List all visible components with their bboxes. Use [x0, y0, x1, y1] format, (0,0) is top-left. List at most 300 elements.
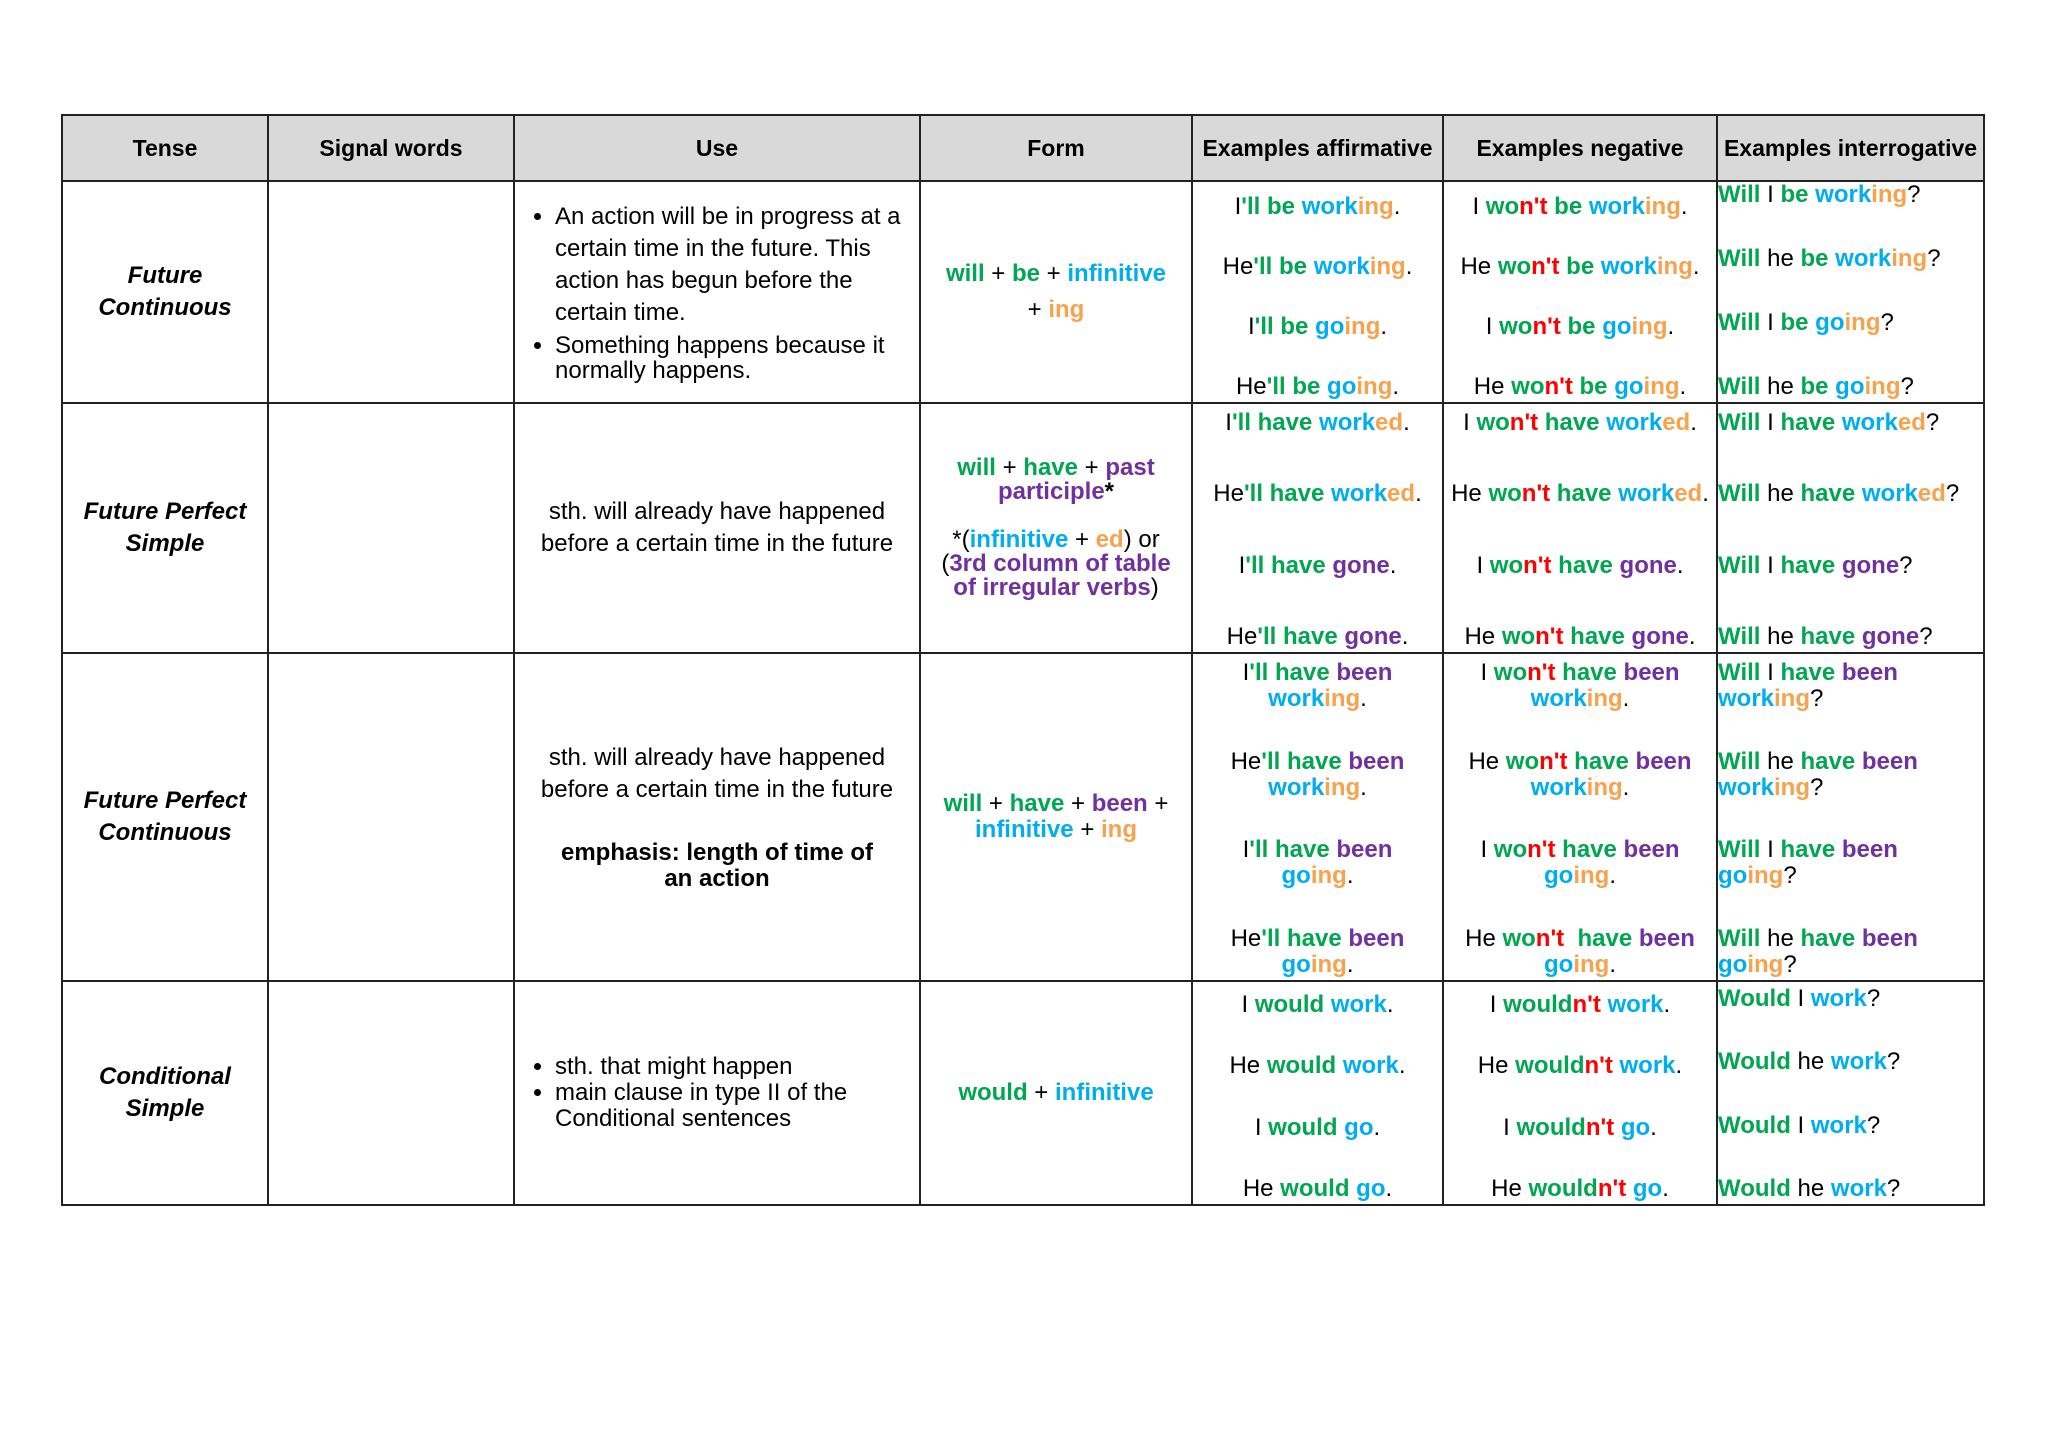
text-segment: work	[1301, 193, 1358, 220]
text-segment: have	[1567, 747, 1629, 775]
text-segment: he	[1760, 245, 1801, 272]
text-line	[921, 480, 1191, 504]
text-segment: be	[1011, 260, 1040, 287]
use-emphasis: emphasis: length of time of an action	[560, 839, 874, 892]
text-line	[1718, 863, 1983, 889]
form-cell	[920, 981, 1192, 1205]
text-segment: be	[1780, 181, 1809, 208]
text-segment: go	[1315, 313, 1345, 340]
text-segment: Will	[1718, 747, 1761, 775]
text-segment: ?	[1886, 1174, 1901, 1202]
text-segment: ing	[1573, 862, 1610, 890]
text-segment: I	[1760, 309, 1781, 336]
text-segment	[1855, 480, 1862, 507]
text-segment: +	[984, 260, 1012, 287]
use-cell	[514, 181, 920, 403]
text-segment: .	[1663, 991, 1671, 1018]
header-examples-affirmative: Examples affirmative	[1192, 115, 1443, 181]
text-line	[1444, 749, 1716, 775]
form-cell	[920, 653, 1192, 981]
text-line	[1718, 1049, 1983, 1075]
text-segment: be	[1560, 313, 1596, 340]
text-segment: Will	[1718, 245, 1761, 272]
text-segment: have	[1780, 551, 1836, 579]
tense-row-future-perfect-continuous	[62, 653, 1984, 981]
text-segment: would	[1266, 1052, 1337, 1080]
text-line	[1193, 194, 1442, 220]
negative-examples	[1444, 182, 1716, 402]
text-segment: .	[1650, 1113, 1657, 1141]
text-segment: I	[1254, 1113, 1269, 1141]
text-segment: participle	[997, 478, 1105, 505]
text-segment: ed	[1674, 480, 1703, 508]
text-segment: he	[1760, 373, 1801, 400]
text-segment: Would	[1718, 1048, 1791, 1076]
tense-name-line: Conditional	[99, 1063, 231, 1090]
text-segment: will	[957, 454, 996, 481]
text-segment	[1617, 659, 1624, 686]
text-line	[1718, 1176, 1983, 1202]
text-segment: be	[1780, 309, 1809, 336]
text-segment: He	[1222, 253, 1254, 280]
text-segment: .	[1609, 950, 1616, 978]
text-segment: have	[1550, 480, 1612, 508]
text-segment: .	[1386, 991, 1394, 1018]
text-segment: work	[1342, 1052, 1399, 1080]
text-line	[1718, 310, 1983, 336]
text-segment: ing	[1344, 313, 1381, 340]
text-segment	[1614, 1114, 1621, 1141]
text-segment: been	[1336, 659, 1393, 686]
text-segment: go	[1344, 1113, 1374, 1141]
text-segment: go	[1602, 313, 1632, 340]
text-segment: go	[1718, 862, 1748, 890]
text-segment: .	[1690, 409, 1697, 436]
text-segment: *	[1104, 478, 1115, 505]
signal-words-cell	[268, 653, 514, 981]
text-segment: ed	[1662, 409, 1691, 436]
text-segment: I	[1480, 836, 1494, 864]
text-segment: have	[1023, 454, 1078, 481]
negative-examples	[1444, 404, 1716, 652]
example-group	[1444, 660, 1716, 712]
signal-words-cell	[268, 403, 514, 653]
text-segment: been	[1348, 747, 1405, 775]
text-segment: I	[1247, 313, 1255, 340]
text-segment: gone	[1619, 551, 1677, 579]
text-segment: .	[1667, 313, 1675, 340]
text-segment: .	[1688, 622, 1696, 650]
text-segment	[1835, 659, 1842, 686]
tense-name	[62, 981, 268, 1205]
text-segment: have	[1800, 480, 1856, 508]
text-segment: wo	[1505, 747, 1540, 775]
examples-affirmative-cell	[1192, 653, 1443, 981]
text-segment: go	[1620, 1113, 1651, 1141]
text-segment: ing	[1747, 862, 1784, 890]
text-line	[1193, 926, 1442, 952]
text-segment	[1855, 623, 1862, 650]
text-segment: past	[1105, 454, 1155, 481]
text-segment: go	[1281, 862, 1311, 890]
form-formula	[921, 791, 1191, 843]
text-segment: n't	[1527, 836, 1556, 864]
text-segment: n't	[1584, 1052, 1613, 1080]
text-segment: I	[1242, 836, 1250, 864]
text-segment: go	[1718, 950, 1748, 978]
text-segment: have	[1800, 924, 1856, 952]
text-segment: I	[1472, 193, 1486, 220]
text-line	[1718, 624, 1983, 650]
text-segment: I	[1760, 659, 1781, 686]
tense-name-line: Future Perfect	[83, 498, 247, 525]
text-segment: 'll be	[1253, 253, 1308, 280]
text-segment	[1835, 836, 1842, 863]
text-segment: .	[1373, 1113, 1381, 1141]
text-segment: 'll have	[1249, 836, 1330, 864]
text-segment: *(	[952, 526, 970, 553]
example-group	[1193, 660, 1442, 712]
text-segment	[1295, 193, 1302, 220]
affirmative-examples	[1193, 404, 1442, 652]
text-segment	[1613, 1052, 1620, 1079]
form-formula	[921, 456, 1191, 600]
text-line	[1193, 481, 1442, 507]
text-segment: would	[1503, 991, 1573, 1018]
text-segment: I	[1790, 985, 1811, 1012]
text-segment: +	[1078, 454, 1106, 481]
text-segment: been	[1348, 924, 1405, 952]
text-segment: would	[1280, 1174, 1350, 1202]
text-segment: ing	[1101, 816, 1138, 843]
text-segment: He	[1451, 480, 1489, 508]
text-segment: infinitive	[1067, 260, 1167, 287]
examples-negative-cell	[1443, 403, 1717, 653]
text-segment: ing	[1048, 296, 1085, 323]
use-text: sth. will already have happened before a certain time in the future	[540, 744, 894, 803]
header-signal-words: Signal words	[268, 115, 514, 181]
text-segment: he	[1760, 480, 1801, 508]
affirmative-examples	[1193, 982, 1442, 1204]
text-line	[1444, 314, 1716, 340]
text-line	[1444, 254, 1716, 280]
text-line	[1193, 624, 1442, 650]
examples-affirmative-cell	[1192, 181, 1443, 403]
text-segment	[1617, 836, 1624, 863]
text-segment: Will	[1718, 924, 1761, 952]
text-segment: Will	[1718, 551, 1761, 579]
tense-name	[62, 181, 268, 403]
text-line	[921, 297, 1191, 323]
text-segment: ing	[1573, 950, 1610, 978]
text-segment: ?	[1919, 622, 1933, 650]
text-segment: been	[1635, 747, 1692, 775]
text-segment: I	[1760, 551, 1781, 579]
text-line	[1193, 749, 1442, 775]
text-line	[1444, 837, 1716, 863]
text-segment: 3rd column of table	[949, 550, 1171, 577]
example-group	[1718, 749, 1983, 801]
text-segment: have	[1800, 747, 1856, 775]
text-segment: ed	[1917, 480, 1946, 508]
text-segment	[1632, 925, 1639, 952]
text-segment: .	[1662, 1174, 1669, 1202]
tense-name-line: Simple	[125, 530, 205, 557]
tense-name-line: Simple	[125, 1095, 205, 1122]
text-segment: ?	[1880, 309, 1894, 336]
text-segment: n't	[1519, 193, 1548, 220]
text-segment: been	[1841, 836, 1898, 864]
use-cell	[514, 653, 920, 981]
text-line	[921, 817, 1191, 843]
text-segment: work	[1810, 1111, 1867, 1139]
header-use: Use	[514, 115, 920, 181]
text-segment: wo	[1485, 193, 1520, 220]
examples-affirmative-cell	[1192, 981, 1443, 1205]
text-segment: wo	[1488, 480, 1522, 508]
text-segment: ?	[1783, 950, 1797, 978]
text-segment: I	[1234, 193, 1242, 220]
text-line	[1718, 182, 1983, 208]
text-segment: go	[1544, 862, 1574, 890]
text-segment: .	[1392, 373, 1400, 400]
text-segment: ing	[1631, 313, 1668, 340]
text-segment: .	[1403, 409, 1410, 436]
text-segment: have	[1555, 659, 1617, 686]
text-line	[1193, 660, 1442, 686]
use-bullet-list	[515, 1054, 919, 1132]
text-line	[921, 261, 1191, 287]
text-segment: wo	[1501, 622, 1536, 650]
text-segment: go	[1544, 950, 1574, 978]
examples-negative-cell	[1443, 181, 1717, 403]
use-cell	[514, 981, 920, 1205]
text-segment: 'll have	[1245, 551, 1326, 579]
text-segment: will	[943, 790, 983, 817]
text-segment: n't	[1532, 313, 1561, 340]
text-segment: 'll have	[1249, 659, 1330, 686]
text-segment	[1855, 925, 1862, 952]
examples-negative-cell	[1443, 653, 1717, 981]
text-segment: .	[1360, 685, 1367, 712]
tense-name	[62, 653, 268, 981]
text-segment: ?	[1899, 551, 1913, 579]
text-line	[1718, 246, 1983, 272]
text-segment: He	[1230, 924, 1262, 952]
text-segment: ing	[1747, 950, 1784, 978]
text-segment: wo	[1499, 313, 1533, 340]
text-line	[1718, 952, 1983, 978]
text-line	[1193, 992, 1442, 1018]
text-segment	[1053, 502, 1060, 529]
text-line	[1444, 624, 1716, 650]
text-segment: been	[1638, 924, 1695, 952]
text-segment: Would	[1718, 985, 1791, 1012]
text-segment: Would	[1718, 1174, 1791, 1202]
text-segment: ing	[1324, 773, 1361, 801]
text-segment: Will	[1718, 836, 1761, 864]
negative-examples	[1444, 654, 1716, 980]
text-segment: work	[1830, 1048, 1887, 1076]
tense-name-line: Future	[127, 262, 203, 289]
text-segment	[1835, 552, 1842, 579]
affirmative-examples	[1193, 654, 1442, 980]
text-segment	[1582, 193, 1589, 220]
use-cell	[514, 403, 920, 653]
text-segment: n't	[1539, 747, 1568, 775]
text-line	[1444, 553, 1716, 579]
text-segment: have	[1780, 409, 1836, 436]
text-segment: ?	[1866, 985, 1881, 1012]
examples-interrogative-cell	[1717, 981, 1984, 1205]
text-segment: he	[1790, 1048, 1831, 1076]
text-segment: Would	[1718, 1111, 1791, 1139]
text-segment: .	[1676, 551, 1684, 579]
text-line	[1444, 686, 1716, 712]
text-segment: .	[1346, 862, 1354, 890]
text-segment	[1336, 1052, 1343, 1079]
text-segment: n't	[1597, 1174, 1627, 1202]
form-formula	[921, 1080, 1191, 1106]
text-segment	[1307, 253, 1314, 280]
text-line	[1444, 775, 1716, 801]
text-segment: He	[1213, 480, 1244, 508]
text-segment: 'll be	[1241, 193, 1296, 220]
text-segment: ing	[1310, 950, 1347, 978]
text-segment: .	[1380, 313, 1388, 340]
text-segment	[1855, 748, 1862, 775]
text-line	[1718, 374, 1983, 400]
text-segment: work	[1718, 685, 1775, 712]
example-group	[1718, 660, 1983, 712]
text-segment: (	[941, 550, 950, 577]
text-line	[921, 504, 1191, 528]
text-line	[921, 456, 1191, 480]
text-segment: would	[1528, 1174, 1598, 1202]
text-segment: been	[1336, 836, 1393, 864]
example-group	[1193, 749, 1442, 801]
text-segment: infinitive	[1055, 1079, 1154, 1106]
text-segment: wo	[1493, 659, 1528, 686]
text-segment: be	[1800, 373, 1829, 400]
text-segment: He	[1242, 1174, 1281, 1202]
text-segment: .	[1415, 480, 1422, 508]
text-line	[1193, 1176, 1442, 1202]
text-segment	[1324, 991, 1331, 1018]
text-segment: n't	[1523, 551, 1552, 579]
text-segment	[1594, 253, 1601, 280]
interrogative-examples	[1718, 982, 1983, 1204]
text-segment: I	[1760, 181, 1781, 208]
text-line	[1718, 837, 1983, 863]
text-segment: work	[1331, 480, 1388, 508]
text-segment: .	[1346, 950, 1354, 978]
text-line	[1444, 952, 1716, 978]
text-line	[921, 791, 1191, 817]
text-segment: He	[1477, 1052, 1516, 1080]
text-line	[1193, 952, 1442, 978]
text-segment: would	[958, 1079, 1028, 1106]
text-segment: go	[1281, 950, 1311, 978]
text-segment: Will	[1718, 480, 1761, 508]
use-bullet: • An action will be in progress at a certain time in the future. This action has begun before the certain time.	[555, 201, 919, 329]
text-line	[1444, 926, 1716, 952]
text-segment: work	[1330, 991, 1387, 1018]
text-segment: +	[1027, 296, 1049, 323]
text-segment: work	[1530, 773, 1587, 801]
text-segment: been	[1861, 924, 1918, 952]
text-segment: He	[1235, 373, 1267, 400]
text-segment: work	[1815, 181, 1872, 208]
text-segment: been	[1841, 659, 1898, 686]
text-segment: ing	[1844, 309, 1881, 336]
text-segment: 'll have	[1257, 622, 1338, 650]
text-segment: work	[1600, 253, 1657, 280]
text-segment: have	[1780, 659, 1836, 686]
text-segment: Will	[1718, 181, 1761, 208]
text-line	[1193, 314, 1442, 340]
examples-negative-cell	[1443, 981, 1717, 1205]
text-segment: work	[1841, 409, 1898, 436]
text-segment: he	[1760, 622, 1801, 650]
text-segment: have	[1555, 836, 1617, 864]
text-segment: been	[1623, 659, 1680, 686]
text-segment: .	[1622, 685, 1630, 712]
text-segment: I	[1485, 313, 1500, 340]
text-segment: be	[1800, 245, 1829, 272]
text-segment: ing	[1310, 862, 1347, 890]
text-segment: infinitive	[974, 816, 1074, 843]
text-segment: 'll be	[1254, 313, 1309, 340]
text-segment: He	[1464, 622, 1502, 650]
text-segment: .	[1360, 773, 1367, 801]
text-segment: Will	[1718, 659, 1761, 686]
text-segment: wo	[1502, 924, 1536, 952]
tense-name	[62, 403, 268, 653]
text-segment: ing	[1586, 773, 1623, 801]
form-formula	[921, 261, 1191, 323]
text-segment: gone	[1861, 622, 1920, 650]
text-segment: 'll have	[1261, 924, 1342, 952]
affirmative-examples	[1193, 182, 1442, 402]
text-segment: .	[1389, 551, 1397, 579]
text-segment: ) or	[1123, 526, 1160, 553]
text-line	[1444, 1053, 1716, 1079]
text-segment: have	[1538, 409, 1600, 436]
text-segment: ing	[1774, 773, 1811, 801]
text-segment: been	[1091, 790, 1148, 817]
text-segment: .	[1679, 373, 1687, 400]
text-segment: He	[1465, 924, 1503, 952]
text-segment: wo	[1511, 373, 1545, 400]
header-examples-interrogative: Examples interrogative	[1717, 115, 1984, 181]
text-segment: .	[1609, 862, 1616, 890]
text-segment: I	[1480, 659, 1494, 686]
example-group	[1193, 837, 1442, 889]
text-segment: n't	[1521, 480, 1551, 508]
text-segment: work	[1619, 1052, 1676, 1080]
text-segment: go	[1614, 373, 1644, 400]
text-segment: have	[1551, 551, 1613, 579]
example-group	[1718, 926, 1983, 978]
text-segment: work	[1607, 991, 1664, 1018]
negative-examples	[1444, 982, 1716, 1204]
text-segment: +	[1027, 1079, 1055, 1106]
text-segment: n't	[1572, 991, 1601, 1018]
header-examples-negative: Examples negative	[1443, 115, 1717, 181]
text-segment: +	[1040, 260, 1068, 287]
examples-interrogative-cell	[1717, 653, 1984, 981]
